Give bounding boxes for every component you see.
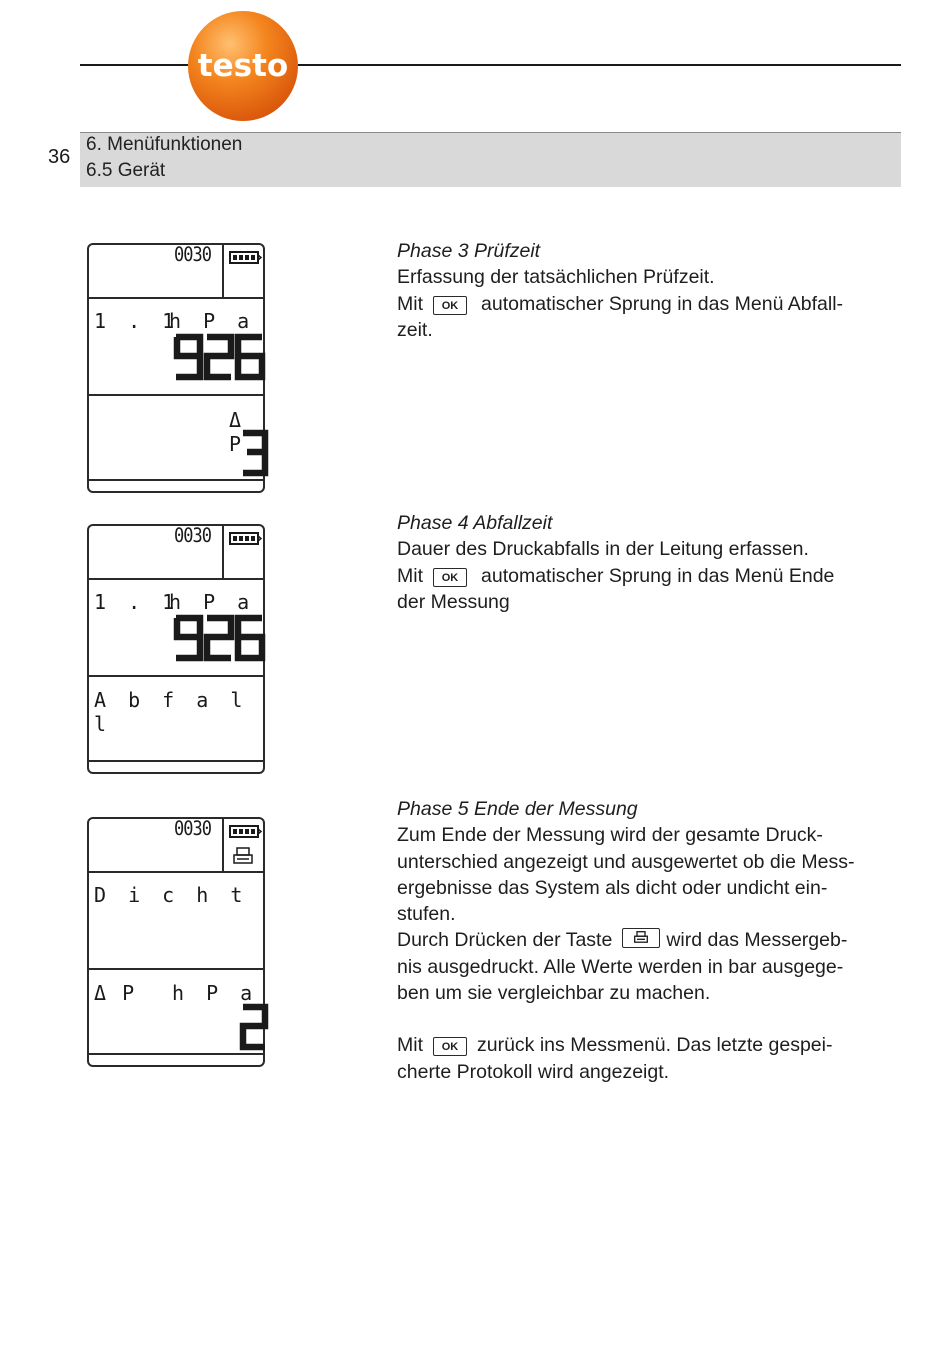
- battery-icon: [229, 532, 263, 546]
- unit-label: h P a: [172, 981, 258, 1005]
- phase3-rest-b: zeit.: [397, 318, 433, 341]
- phase4-rest-b: der Messung: [397, 590, 510, 613]
- delta-p-label: Δ P: [229, 408, 244, 456]
- phase5-ok-line2: cherte Protokoll wird angezeigt.: [397, 1060, 670, 1083]
- phase5-line: ergebnisse das System als dicht oder undicht ein-: [397, 876, 828, 899]
- phase3-title: Phase 3 Prüfzeit: [397, 240, 541, 262]
- mit-label: Mit: [397, 564, 423, 587]
- unit-label: h P a: [169, 309, 255, 333]
- prefix-label: 1 . 1: [94, 590, 180, 614]
- print-key-icon: [622, 928, 660, 948]
- mit-label: Mit: [397, 1034, 423, 1057]
- ok-post: zurück ins Messmenü. Das letzte gespei-: [477, 1034, 833, 1057]
- phase4-rest-a: automatischer Sprung in das Menü Ende: [481, 564, 835, 587]
- mit-label: Mit: [397, 292, 423, 315]
- page-number: 36: [48, 146, 71, 168]
- main-value-926: [173, 335, 267, 379]
- phase3-line1: Erfassung der tatsächlichen Prüfzeit.: [397, 266, 715, 289]
- ok-key-icon: OK: [433, 568, 467, 587]
- header-rule-left: [80, 64, 188, 66]
- testo-logo: [187, 10, 299, 122]
- phase4-line1: Dauer des Druckabfalls in der Leitung erfassen.: [397, 538, 809, 561]
- time-readout: 0030: [174, 524, 211, 548]
- chapter-title: 6. Menüfunktionen: [86, 134, 243, 155]
- chapter-bar: [80, 132, 901, 187]
- phase5-print-line: [397, 927, 907, 953]
- phase4-ok-line: [397, 563, 897, 589]
- print-post: wird das Messergeb-: [666, 929, 848, 952]
- phase5-print-line3: ben um sie vergleichbar zu machen.: [397, 982, 711, 1005]
- section-title: 6.5 Gerät: [86, 160, 166, 181]
- phase4-title: Phase 4 Abfallzeit: [397, 512, 553, 534]
- battery-icon: [229, 825, 263, 839]
- time-readout: 0030: [174, 243, 211, 267]
- ok-key-icon: OK: [433, 1037, 467, 1056]
- phase5-ok-line: [397, 1032, 907, 1058]
- lower-value-3: [241, 431, 267, 475]
- phase5-line: stufen.: [397, 903, 456, 926]
- logo-text: testo: [197, 48, 289, 84]
- phase3-rest-a: automatischer Sprung in das Menü Abfall-: [481, 292, 844, 315]
- printer-icon: [233, 847, 253, 865]
- phase5-line: Zum Ende der Messung wird der gesamte Druck-: [397, 824, 823, 847]
- phase5-text: [397, 796, 907, 1085]
- phase3-ok-line: [397, 291, 897, 317]
- print-pre: Durch Drücken der Taste: [397, 929, 613, 952]
- ok-key-icon: OK: [433, 296, 467, 315]
- phase3-text: [397, 238, 897, 343]
- device-display-phase4: [87, 524, 265, 774]
- unit-label: h P a: [169, 590, 255, 614]
- header-rule-right: [298, 64, 901, 66]
- main-value-926: [173, 616, 267, 660]
- lower-value-2: [241, 1005, 267, 1049]
- phase5-line: unterschied angezeigt und ausgewertet ob die Mess-: [397, 850, 855, 873]
- device-display-phase3: [87, 243, 265, 493]
- phase5-print-line2: nis ausgedruckt. Alle Werte werden in bar ausgege-: [397, 955, 844, 978]
- dicht-status: D i c h t: [94, 883, 248, 907]
- abfall-label: A b f a l l: [94, 688, 248, 736]
- phase4-text: [397, 510, 897, 615]
- time-readout: 0030: [174, 817, 211, 841]
- delta-p-label: Δ P: [94, 981, 137, 1005]
- prefix-label: 1 . 1: [94, 309, 180, 333]
- phase5-title: Phase 5 Ende der Messung: [397, 798, 638, 820]
- battery-icon: [229, 251, 263, 265]
- device-display-phase5: [87, 817, 265, 1067]
